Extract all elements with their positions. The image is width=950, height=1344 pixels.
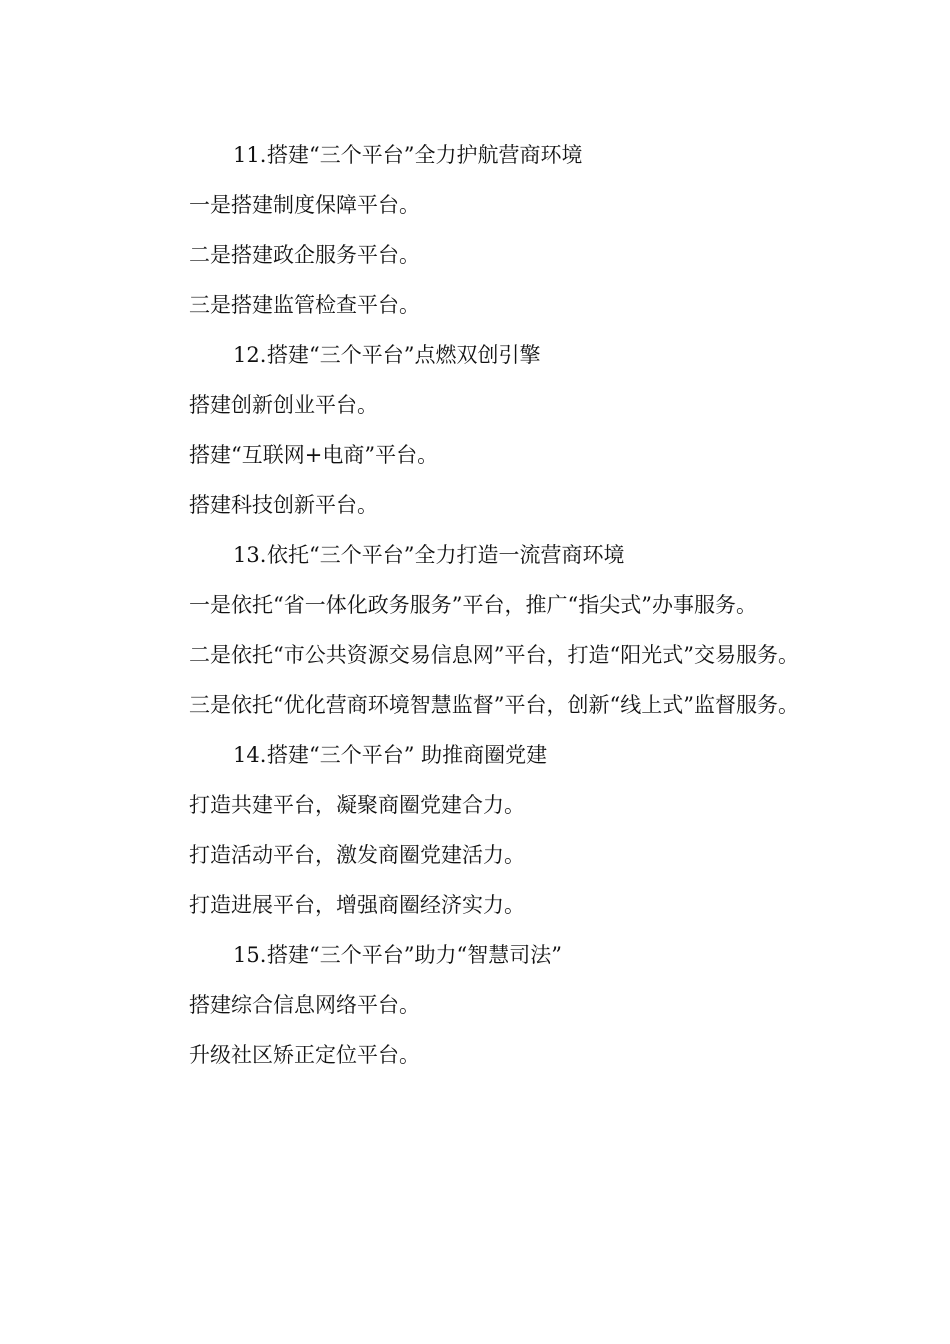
paragraph: 二是依托“市公共资源交易信息网”平台，打造“阳光式”交易服务。	[189, 643, 799, 667]
paragraph: 二是搭建政企服务平台。	[189, 243, 420, 267]
section-title: 依托“三个平台”全力打造一流营商环境	[267, 543, 625, 567]
section-heading	[145, 130, 810, 180]
paragraph: 一是依托“省一体化政务服务”平台，推广“指尖式”办事服务。	[189, 593, 757, 617]
paragraph: 搭建综合信息网络平台。	[189, 993, 420, 1017]
paragraph: 搭建“互联网+电商”平台。	[189, 443, 439, 467]
section-heading	[145, 330, 810, 380]
paragraph: 三是依托“优化营商环境智慧监督”平台，创新“线上式”监督服务。	[189, 693, 799, 717]
paragraph: 搭建科技创新平台。	[189, 493, 378, 517]
section-title: 搭建“三个平台”助力“智慧司法”	[267, 943, 562, 967]
section-title: 搭建“三个平台”全力护航营商环境	[267, 143, 583, 167]
section-number: 12.	[233, 343, 267, 367]
section-heading	[145, 530, 810, 580]
section-heading	[145, 930, 810, 980]
paragraph: 一是搭建制度保障平台。	[189, 193, 420, 217]
paragraph: 打造进展平台，增强商圈经济实力。	[189, 893, 525, 917]
section-title: 搭建“三个平台” 助推商圈党建	[267, 743, 548, 767]
document-body	[145, 130, 810, 1080]
section-heading	[145, 730, 810, 780]
section-number: 15.	[233, 943, 267, 967]
section-number: 13.	[233, 543, 267, 567]
paragraph: 打造共建平台，凝聚商圈党建合力。	[189, 793, 525, 817]
section-number: 11.	[233, 143, 267, 167]
paragraph: 三是搭建监管检查平台。	[189, 293, 420, 317]
paragraph: 打造活动平台，激发商圈党建活力。	[189, 843, 525, 867]
section-number: 14.	[233, 743, 267, 767]
section-title: 搭建“三个平台”点燃双创引擎	[267, 343, 541, 367]
paragraph: 搭建创新创业平台。	[189, 393, 378, 417]
paragraph: 升级社区矫正定位平台。	[189, 1043, 420, 1067]
